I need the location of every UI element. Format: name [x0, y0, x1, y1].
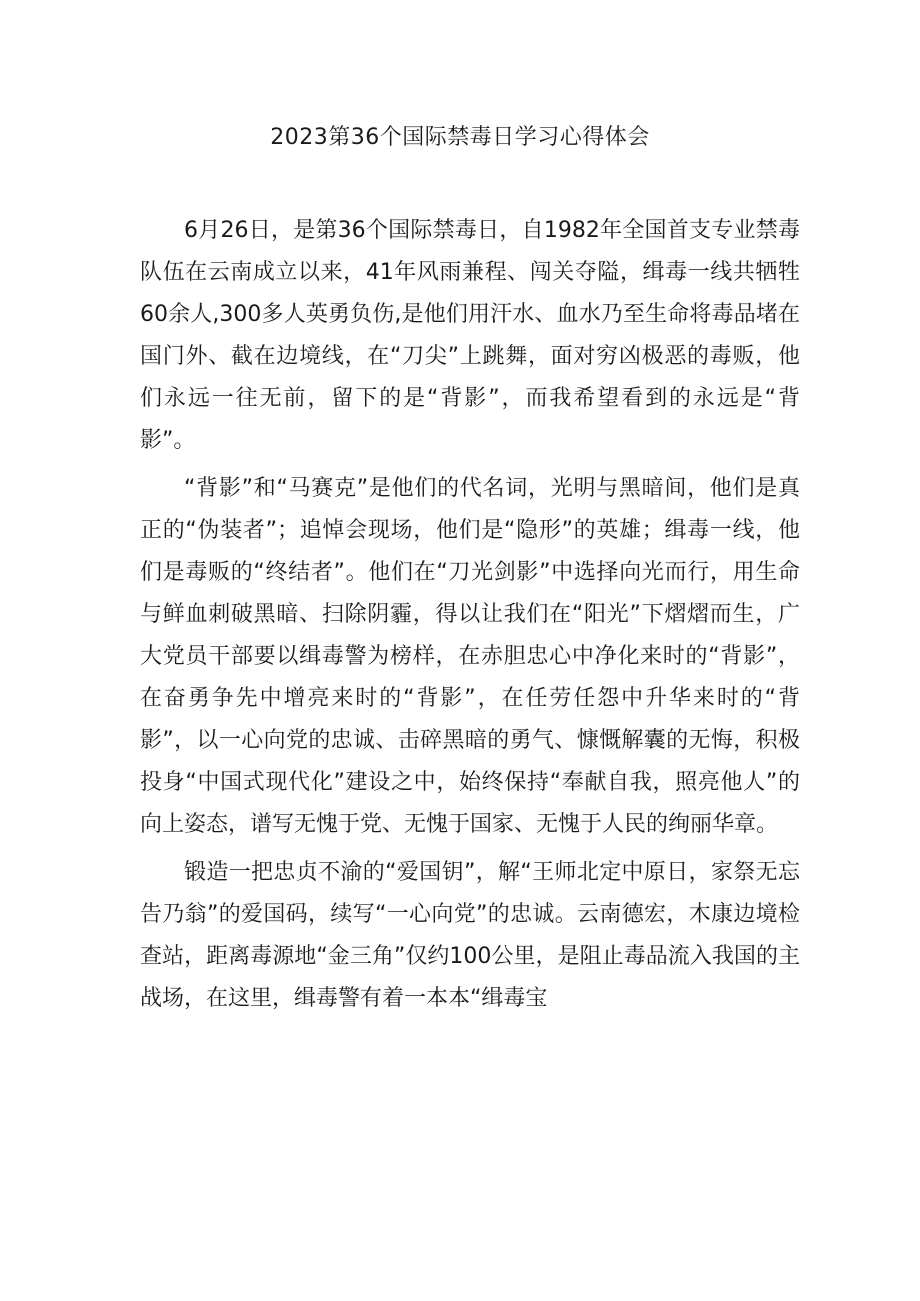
paragraph-3: 锻造一把忠贞不渝的“爱国钥”，解“王师北定中原日，家祭无忘告乃翁”的爱国码，续写“一心向党”的忠诚。云南德宏，木康边境检查站，距离毒源地“金三角”仅约100公里，是阻止毒品流入我国的主战场，在这里，缉毒警有着一本本“缉毒宝: [140, 860, 800, 1011]
document-title: 2023第36个国际禁毒日学习心得体会: [270, 125, 650, 150]
paragraph-1: 6月26日，是第36个国际禁毒日，自1982年全国首支专业禁毒队伍在云南成立以来，41年风雨兼程、闯关夺隘，缉毒一线共牺牲60余人,300多人英勇负伤,是他们用汗水、血水乃至生命将毒品堵在国门外、截在边境线，在“刀尖”上跳舞，面对穷凶极恶的毒贩，他们永远一往无前，留下的是“背影”，而我希望看到的永远是“背影”。: [140, 218, 800, 453]
document-body: [140, 210, 800, 1026]
paragraph-2: “背影”和“马赛克”是他们的代名词，光明与黑暗间，他们是真正的“伪装者”；追悼会现场，他们是“隐形”的英雄；缉毒一线，他们是毒贩的“终结者”。他们在“刀光剑影”中选择向光而行，用生命与鲜血刺破黑暗、扫除阴霾，得以让我们在“阳光”下熠熠而生，广大党员干部要以缉毒警为榜样，在赤胆忠心中净化来时的“背影”，在奋勇争先中增亮来时的“背影”，在任劳任怨中升华来时的“背影”，以一心向党的忠诚、击碎黑暗的勇气、慷慨解囊的无悔，积极投身“中国式现代化”建设之中，始终保持“奉献自我，照亮他人”的向上姿态，谱写无愧于党、无愧于国家、无愧于人民的绚丽华章。: [140, 476, 800, 837]
